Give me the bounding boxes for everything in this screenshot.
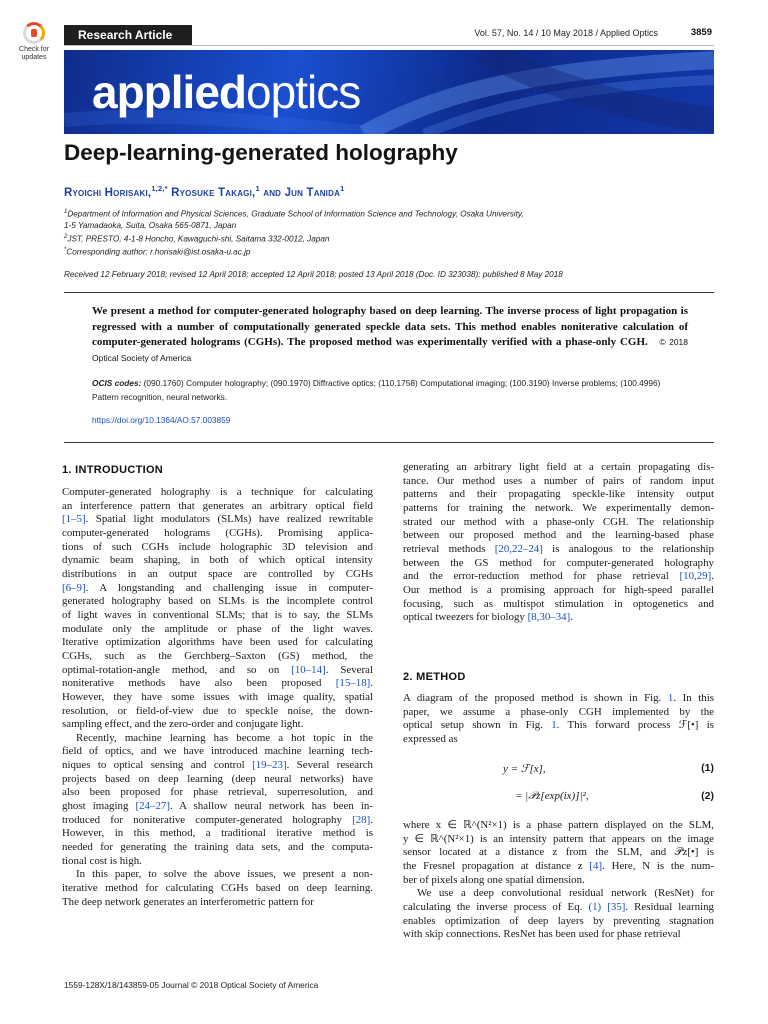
text-line	[403, 928, 714, 942]
text-line	[62, 609, 373, 623]
text-line	[62, 650, 373, 664]
text-line	[62, 513, 373, 527]
badge-text-1: Check for	[19, 46, 49, 53]
method-text-2	[403, 819, 714, 887]
text-line	[403, 461, 714, 475]
author-3: Jun Tanida	[284, 186, 341, 199]
text-line	[62, 841, 373, 855]
author-1: Ryoichi Horisaki,	[64, 186, 152, 199]
text-segment: distributions in an output space are controlled by CGHs	[62, 567, 373, 580]
text-segment: is analogous to the relationship	[542, 542, 714, 555]
doi-link[interactable]: https://doi.org/10.1364/AO.57.003859	[92, 415, 231, 425]
text-segment: expressed as	[403, 732, 458, 745]
affiliation-1-line-2: 1-5 Yamadaoka, Suita, Osaka 565-0871, Japan	[64, 221, 237, 231]
text-line	[403, 584, 714, 598]
text-segment: . A longstanding and challenging issue in computer-	[85, 581, 373, 594]
text-segment: also been proposed for phase retrieval, superresolution, and	[62, 786, 373, 799]
affiliations	[64, 207, 714, 258]
article-type-label: Research Article	[64, 25, 192, 45]
footer-copyright: 1559-128X/18/143859-05 Journal © 2018 Optical Society of America	[64, 980, 319, 990]
text-line	[62, 827, 373, 841]
text-segment: . In this	[673, 692, 714, 704]
text-segment: . Here, N is the num-	[602, 859, 714, 872]
author-2-affil: 1	[255, 184, 260, 193]
text-segment: CGHs, such as the Gerchberg–Saxton (GS) method, the	[62, 649, 373, 662]
text-segment: Computer-generated holography is a technique for calculating	[62, 486, 373, 498]
paper-title: Deep-learning-generated holography	[64, 140, 458, 165]
text-segment: generated holography based on SLMs is the incomplete control	[62, 595, 373, 608]
abstract	[92, 304, 688, 366]
intro-paragraph-2	[62, 732, 373, 869]
text-segment: sampling effect, and the zero-order and conjugate light.	[62, 718, 304, 731]
text-segment: generating an arbitrary light field at a certain propagating dis-	[403, 461, 714, 473]
text-segment: with skip connections. ResNet has been used for phase retrieval	[403, 928, 681, 941]
text-segment: needed for generating the training data sets, and the computa-	[62, 841, 373, 854]
equation-2	[403, 790, 714, 806]
text-line	[62, 732, 373, 746]
text-segment: A diagram of the proposed method is shown in Fig.	[403, 692, 668, 704]
text-segment: tional cost is high.	[62, 854, 142, 867]
text-segment: We use a deep convolutional residual network (ResNet) for	[417, 887, 714, 900]
text-segment: Iterative optimization algorithms have been used for calculating	[62, 636, 373, 649]
corresponding-author: Corresponding author: r.horisaki@ist.osaka-u.ac.jp	[66, 247, 251, 257]
text-line	[403, 833, 714, 847]
intro-paragraph-1	[62, 486, 373, 732]
text-segment: Our method is a promising approach for high-speed parallel	[403, 583, 714, 596]
text-line	[403, 543, 714, 557]
text-line	[62, 500, 373, 514]
text-segment: computer-generated holograms (CGHs). Promising applica-	[62, 526, 373, 539]
affiliation-2-marker: 2	[64, 233, 68, 240]
equation-1-expression: y = ℱ[x],	[503, 763, 546, 775]
ocis-text: (090.1760) Computer holography; (090.1970) Diffractive optics; (110.1758) Computational imaging; (100.3190) Inverse problems; (100.4996) Pattern recognition, neural networks.	[92, 378, 661, 402]
text-line	[62, 554, 373, 568]
text-segment: troduced for noniterative computer-generated holography	[62, 813, 353, 826]
text-segment: patterns for training the network. We experimentally demon-	[403, 501, 714, 514]
text-line	[403, 860, 714, 874]
text-line	[62, 705, 373, 719]
citation-link[interactable]: [8,30–34]	[527, 611, 571, 624]
equation-2-number: (2)	[701, 790, 714, 802]
text-segment: . Spatial light modulators (SLMs) have realized rewritable	[85, 513, 373, 526]
check-for-updates-badge[interactable]	[14, 22, 54, 68]
text-line	[62, 691, 373, 705]
text-segment: projects based on deep learning (deep neural networks) have	[62, 772, 373, 785]
text-segment: . Residual learning	[625, 900, 714, 913]
text-segment: However, they have some issues with image quality, spatial	[62, 690, 373, 703]
citation-link[interactable]: [19–23]	[252, 759, 287, 772]
text-segment: The deep network generates an interferometric pattern for	[62, 895, 314, 908]
text-line	[62, 814, 373, 828]
journal-reference: Vol. 57, No. 14 / 10 May 2018 / Applied Optics	[474, 28, 658, 38]
section-heading-method: 2. METHOD	[403, 671, 466, 683]
author-conjunction: and	[263, 186, 282, 199]
text-line	[62, 773, 373, 787]
left-column	[62, 486, 373, 909]
text-line	[62, 745, 373, 759]
text-segment: Recently, machine learning has become a hot topic in the	[76, 731, 373, 744]
affiliation-1-marker: 1	[64, 209, 68, 215]
text-segment: . Several research	[286, 759, 373, 772]
text-segment: tance. Our method uses a number of pairs of random input	[403, 474, 714, 487]
text-segment: . This forward process ℱ[•] is	[556, 719, 714, 732]
text-line	[62, 677, 373, 691]
text-line	[403, 516, 714, 530]
text-line	[62, 527, 373, 541]
text-segment: optimal-rotation-angle method, and so on	[62, 663, 292, 676]
text-segment: between our proposed method and the learning-based phase	[403, 529, 714, 542]
text-segment: field of optics, and we have introduced machine learning tech-	[62, 745, 373, 758]
text-line	[62, 786, 373, 800]
method-paragraph-2	[403, 819, 714, 942]
text-line	[403, 901, 714, 915]
text-segment: modulate only the amplitude or phase of the light waves.	[62, 622, 373, 635]
text-segment: .	[370, 677, 373, 690]
text-segment: strated our method with a phase-only CGH. The relationship	[403, 515, 714, 528]
text-segment: resolution, or field-of-view due to speckle noise, the down-	[62, 704, 373, 717]
text-segment: optical setup shown in Fig.	[403, 719, 552, 732]
affiliation-2: JST, PRESTO, 4-1-8 Honcho, Kawaguchi-shi, Saitama 332-0012, Japan	[67, 234, 330, 244]
text-segment: niques to optical sensing and control	[62, 759, 253, 772]
text-segment: noniterative methods have also been proposed	[62, 677, 336, 690]
citation-link[interactable]: [20,22–24]	[494, 542, 543, 555]
text-line	[62, 664, 373, 678]
text-line	[62, 568, 373, 582]
text-line	[62, 718, 373, 732]
text-segment: ghost imaging	[62, 800, 136, 813]
text-segment: calculating the inverse process of Eq.	[403, 900, 589, 913]
text-segment: .	[370, 813, 373, 826]
text-segment: of light waves in conventional SLMs; that is to say, the SLMs	[62, 608, 373, 621]
text-line	[403, 719, 714, 733]
citation-link[interactable]: [1–5]	[62, 513, 86, 526]
text-line	[403, 819, 714, 833]
journal-logo	[92, 62, 360, 122]
author-2: Ryosuke Takagi,	[171, 186, 256, 199]
equation-1-number: (1)	[701, 762, 714, 774]
journal-name-light: optics	[246, 66, 361, 118]
text-line	[62, 868, 373, 882]
citation-link[interactable]: [15–18]	[335, 677, 371, 690]
intro-paragraph-continued	[403, 461, 714, 625]
text-line	[403, 692, 714, 706]
text-segment: .	[711, 570, 714, 583]
text-line	[403, 887, 714, 901]
text-line	[62, 486, 373, 500]
text-line	[62, 595, 373, 609]
author-list	[64, 184, 344, 199]
text-segment: enables optimization of deep layers by preventing stagnation	[403, 914, 714, 927]
ocis-label: OCIS codes:	[92, 378, 142, 388]
publication-history: Received 12 February 2018; revised 12 April 2018; accepted 12 April 2018; posted 13 April 2018 (Doc. ID 323038); published 8 May 2018	[64, 270, 563, 279]
text-line	[403, 529, 714, 543]
citation-link[interactable]: 1	[667, 692, 674, 704]
text-line	[403, 557, 714, 571]
text-segment: where x ∈ ℝ^(N²×1) is a phase pattern displayed on the SLM,	[403, 819, 714, 831]
ocis-codes	[92, 377, 688, 404]
method-paragraph-1	[403, 692, 714, 747]
text-line	[62, 623, 373, 637]
text-segment: . A shallow neural network has been in-	[169, 800, 373, 813]
text-segment: patterns and their propagating speckle-like intensity output	[403, 488, 714, 501]
text-line	[403, 706, 714, 720]
text-segment: .	[570, 611, 573, 624]
method-text-1	[403, 692, 714, 747]
text-segment: focusing, such as multispot stimulation in optogenetics and	[403, 597, 714, 610]
text-line	[403, 598, 714, 612]
citation-link[interactable]: (1)	[588, 900, 602, 913]
citation-link[interactable]: [10,29]	[679, 570, 712, 583]
text-line	[62, 882, 373, 896]
text-line	[403, 570, 714, 584]
author-1-affil: 1,2,*	[151, 184, 168, 193]
text-segment: dynamic beam shaping, in both of which optical intensity	[62, 554, 373, 567]
citation-link[interactable]: [35]	[607, 900, 626, 913]
text-segment: the Fresnel propagation at distance z	[403, 859, 590, 872]
text-segment: retrieval methods	[403, 542, 495, 555]
page-number: 3859	[690, 27, 712, 38]
text-line	[403, 611, 714, 625]
copyright-notice: © 2018 Optical Society of America	[92, 337, 689, 363]
text-segment: In this paper, to solve the above issues, we present a non-	[76, 868, 373, 881]
text-segment: optical tweezers for biology	[403, 611, 528, 624]
text-line	[403, 915, 714, 929]
text-line	[403, 846, 714, 860]
text-segment: between the GS method for computer-generated holography	[403, 556, 714, 569]
crossmark-icon	[23, 22, 45, 44]
journal-banner	[64, 50, 714, 134]
citation-link[interactable]: [10–14]	[291, 663, 326, 676]
text-segment: iterative method for calculating CGHs based on deep learning.	[62, 882, 373, 895]
section-heading-introduction: 1. INTRODUCTION	[62, 464, 164, 476]
text-line	[403, 733, 714, 747]
text-segment: tions of such CGHs include holographic 3D television and	[62, 540, 373, 553]
text-line	[62, 759, 373, 773]
text-line	[62, 896, 373, 910]
abstract-text: We present a method for computer-generated holography based on deep learning. The inverse process of light propagation is regressed with a number of computationally generated speckle data sets. This method enables noniterative calculation of computer-generated holograms (CGHs). The proposed method was experimentally verified with a phase-only CGH.	[92, 305, 688, 348]
text-line	[403, 502, 714, 516]
text-line	[62, 541, 373, 555]
citation-link[interactable]: [28]	[352, 813, 371, 826]
text-line	[62, 800, 373, 814]
author-3-affil: 1	[340, 184, 345, 193]
text-segment: ber of pixels along one spatial dimension.	[403, 873, 585, 886]
right-column-top	[403, 461, 714, 625]
text-line	[403, 488, 714, 502]
text-segment: and the error-reduction method for phase retrieval	[403, 570, 680, 583]
equation-2-expression: = |𝒫z[exp(ix)]|²,	[515, 790, 589, 802]
corresponding-marker: *	[64, 246, 67, 253]
text-segment: an interference pattern that generates an arbitrary optical field	[62, 499, 373, 512]
text-line	[403, 475, 714, 489]
equation-1	[403, 762, 714, 778]
text-segment: sensor located at a distance z from the SLM, and 𝒫z[•] is	[403, 846, 714, 859]
text-segment: paper, we assume a phase-only CGH implemented by the	[403, 705, 714, 718]
citation-link[interactable]: 1	[551, 719, 557, 732]
text-segment: . Several	[325, 663, 373, 676]
text-line	[62, 855, 373, 869]
text-line	[62, 636, 373, 650]
method-text-3	[403, 887, 714, 942]
journal-name-bold: applied	[92, 66, 247, 118]
citation-link[interactable]: [24–27]	[135, 800, 170, 813]
intro-paragraph-3	[62, 868, 373, 909]
text-segment: However, in this method, a traditional iterative method is	[62, 827, 373, 840]
citation-link[interactable]: [6–9]	[62, 581, 86, 594]
badge-text-2: updates	[21, 54, 47, 61]
affiliation-1-line-1: Department of Information and Physical Sciences, Graduate School of Information Science and Technology, Osaka University,	[67, 209, 524, 219]
text-line	[62, 582, 373, 596]
citation-link[interactable]: [4]	[589, 859, 603, 872]
text-line	[403, 874, 714, 888]
text-segment: y ∈ ℝ^(N²×1) is an intensity pattern that appears on the image	[403, 832, 714, 845]
